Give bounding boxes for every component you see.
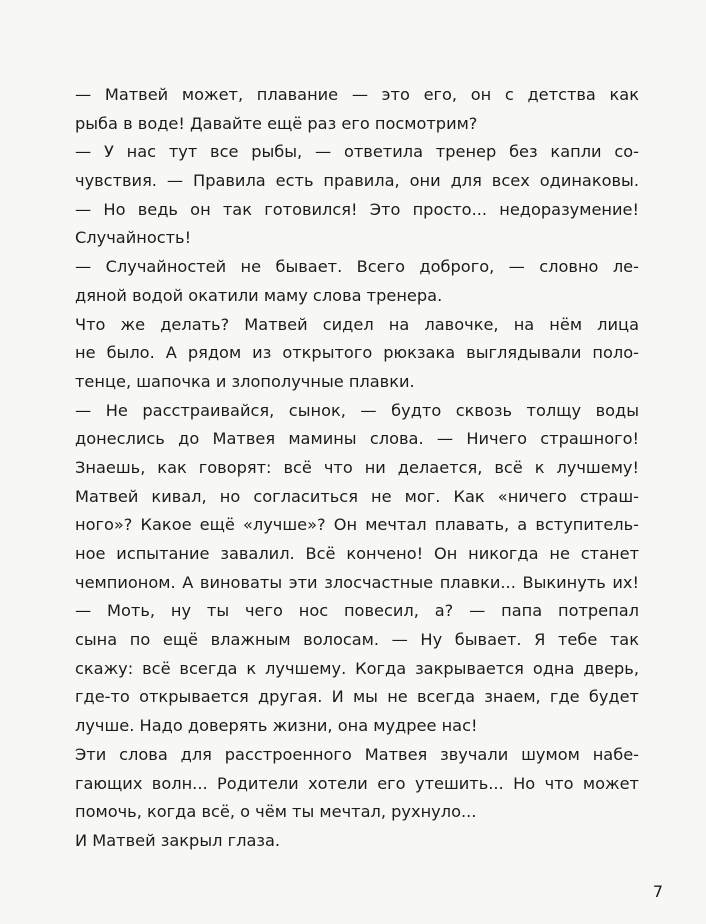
text-line: — Но ведь он так готовился! Это просто... недоразумение! [75, 199, 639, 219]
text-line: где-то открывается другая. И мы не всегда знаем, где будет [75, 687, 639, 707]
text-line: чувствия. — Правила есть правила, они для всех одинаковы. [75, 171, 639, 191]
text-line: ного»? Какое ещё «лучше»? Он мечтал плавать, а вступитель- [75, 515, 639, 535]
text-line: помочь, когда всё, о чём ты мечтал, рухнуло... [75, 802, 477, 822]
text-line: — Моть, ну ты чего нос повесил, а? — папа потрепал [75, 601, 639, 621]
text-line: гающих волн... Родители хотели его утешить... Но что может [75, 773, 639, 793]
text-line: дяной водой окатили маму слова тренера. [75, 285, 443, 305]
page-number: 7 [652, 882, 663, 901]
text-line: Случайность! [75, 228, 192, 248]
text-line: не было. А рядом из открытого рюкзака выглядывали поло- [75, 343, 639, 363]
text-line: ное испытание завалил. Всё кончено! Он никогда не станет [75, 544, 639, 563]
text-line: донеслись до Матвея мамины слова. — Ничего страшного! [75, 429, 639, 449]
text-line: И Матвей закрыл глаза. [75, 830, 281, 850]
text-line: — Не расстраивайся, сынок, — будто сквозь толщу воды [75, 400, 639, 420]
text-line: — Случайностей не бывает. Всего доброго, — словно ле- [75, 257, 639, 277]
text-line: Эти слова для расстроенного Матвея звучали шумом набе- [75, 744, 639, 764]
text-line: чемпионом. А виноваты эти злосчастные плавки... Выкинуть их! [75, 572, 639, 592]
text-line: лучше. Надо доверять жизни, она мудрее нас! [75, 716, 478, 736]
text-line: рыба в воде! Давайте ещё раз его посмотрим? [75, 113, 478, 133]
text-line: тенце, шапочка и злополучные плавки. [75, 371, 415, 391]
text-line: — Матвей может, плавание — это его, он с детства как [75, 85, 639, 104]
text-line: Знаешь, как говорят: всё что ни делается, всё к лучшему! [75, 457, 639, 477]
text-line: сына по ещё влажным волосам. — Ну бывает. Я тебе так [75, 630, 639, 650]
text-line: — У нас тут все рыбы, — ответила тренер без капли со- [75, 142, 639, 162]
text-line: скажу: всё всегда к лучшему. Когда закрывается одна дверь, [75, 658, 639, 678]
text-line: Что же делать? Матвей сидел на лавочке, на нём лица [75, 314, 639, 334]
text-line: Матвей кивал, но согласиться не мог. Как «ничего страш- [75, 486, 639, 506]
story-text [75, 81, 639, 856]
